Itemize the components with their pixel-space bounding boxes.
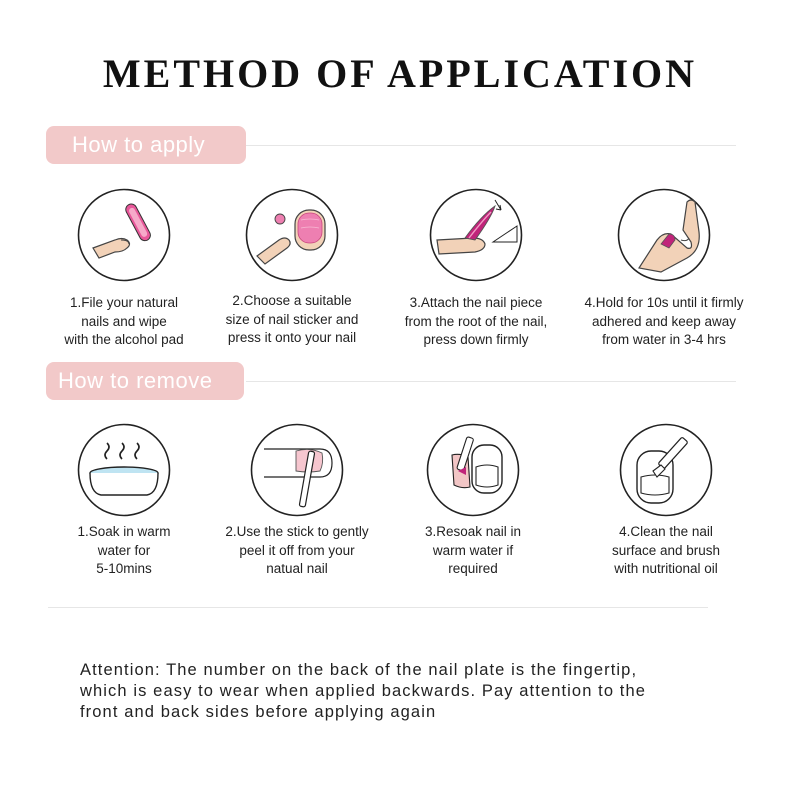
brush-oil-icon [619, 423, 713, 517]
apply-step-1 [39, 188, 209, 348]
step-caption: 1.File your natural nails and wipe with the alcohol pad [64, 295, 184, 347]
step-caption: 3.Attach the nail piece from the root of the nail, press down firmly [404, 295, 548, 347]
section-how-to-remove [46, 362, 736, 400]
step-caption: 1.Soak in warm water for 5-10mins [77, 524, 171, 576]
file-nail-icon [77, 188, 171, 282]
section-how-to-apply [46, 126, 736, 164]
divider-line [48, 607, 708, 608]
remove-step-3 [388, 423, 558, 583]
remove-step-2 [212, 423, 382, 583]
resoak-icon [426, 423, 520, 517]
remove-step-1 [39, 423, 209, 583]
attach-nail-icon [429, 188, 523, 282]
step-caption: 3.Resoak nail in warm water if required [424, 524, 522, 576]
soak-bowl-icon [77, 423, 171, 517]
step-caption: 2.Use the stick to gently peel it off from your natual nail [225, 524, 369, 576]
apply-step-3 [391, 188, 561, 348]
peel-stick-icon [250, 423, 344, 517]
divider-line [246, 145, 736, 146]
apply-step-4 [579, 188, 749, 348]
divider-line [246, 381, 736, 382]
page-title: METHOD OF APPLICATION [102, 51, 698, 96]
apply-step-2 [207, 188, 377, 348]
section-heading-remove: How to remove [46, 362, 244, 400]
step-caption: 2.Choose a suitable size of nail sticker and press it onto your nail [225, 293, 359, 345]
step-caption: 4.Clean the nail surface and brush with nutritional oil [611, 524, 721, 576]
step-caption: 4.Hold for 10s until it firmly adhered and keep away from water in 3-4 hrs [584, 295, 744, 347]
section-heading-apply: How to apply [46, 126, 246, 164]
remove-step-4 [581, 423, 751, 583]
attention-note: Attention: The number on the back of the nail plate is the fingertip, which is easy to wear when applied backwards. Pay attention to the front and back sides before applying again [80, 661, 647, 721]
hold-press-icon [617, 188, 711, 282]
choose-size-icon [245, 188, 339, 282]
